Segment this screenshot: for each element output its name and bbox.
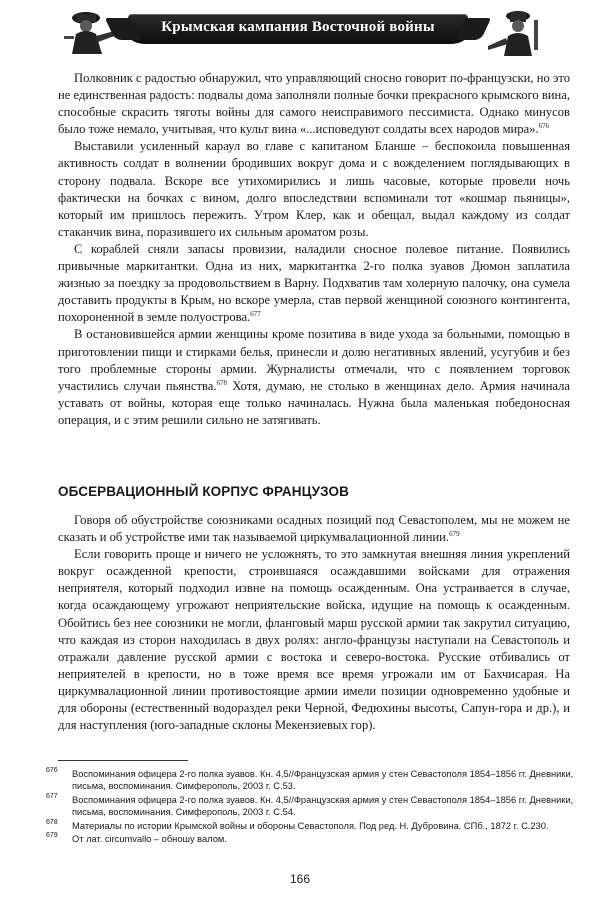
footnote-ref[interactable]: 676 xyxy=(538,122,550,131)
section-heading: ОБСЕРВАЦИОННЫЙ КОРПУС ФРАНЦУЗОВ xyxy=(58,484,349,499)
footnote-number: 678 xyxy=(46,818,58,826)
title-banner xyxy=(128,14,468,44)
paragraph: С кораблей сняли запасы провизии, наладили сносное полевое питание. Появились привычные маркитантки. Одна из них, маркитантка 2-го полка зуавов Дюмон заплатила жизнью за поездку за продовольствием в Варну. Подхватив там холерную палочку, она сумела доставить продукты в Крым, но вскоре умерла, став первой женщиной союзного контингента, похороненной в земле полуострова.$^{677}$ xyxy=(58,241,570,325)
footnote-number: 676 xyxy=(46,767,58,774)
footnote-text: От лат. circumvallo – обношу валом. xyxy=(72,834,227,845)
paragraph: Выставили усиленный караул во главе с капитаном Бланше – беспокоила повышенная активность солдат в волнении бродивших вокруг дома и с вожделением поглядывающих в сторону подвала. Вскоре все утихомирились и лишь часовые, которые провели ночь фактически на бочках с вином, долго впоследствии вспоминали тот «кошмар пьяницы», который им пришлось пережить. Утром Клер, как и обещал, выдал каждому из солдат стаканчик вина, поразившего их сильным ароматом розы. xyxy=(58,139,570,239)
footnote xyxy=(46,794,574,819)
paragraph: Полковник с радостью обнаружил, что управляющий сносно говорит по-французски, но это не единственная радость: подвалы дома заполняли полные бочки прекрасного крымского вина, способные скрасить тяготы войны для самого неисправимого пессимиста. Однако минусов было тоже немало, учитывая, что культ вина «...исповедуют солдаты всех народов мира».$^{676}$ xyxy=(58,71,570,137)
paragraph: Говоря об обустройстве союзниками осадных позиций под Севастополем, мы не можем не сказать и об устройстве ими так называемой циркумвалационной линии.$^{679}$ xyxy=(58,513,570,545)
footnotes xyxy=(46,768,574,846)
footnote xyxy=(46,820,574,832)
footnote-text: Воспоминания офицера 2-го полка зуавов. Кн. 4,5//Французская армия у стен Севастополя 1854–1856 гг. Дневники, письма, воспоминания. Симферополь, 2003 г. С.53. xyxy=(72,769,574,792)
footnote-ref[interactable]: 677 xyxy=(250,310,261,319)
footnote-text: Материалы по истории Крымской войны и обороны Севастополя. Под ред. Н. Дубровина. СПб., 1872 г. С.230. xyxy=(72,820,549,831)
paragraph: Если говорить проще и ничего не усложнять, то это замкнутая внешняя линия укреплений вокруг осажденной крепости, строившаяся осаждавшими войсками для отражения неприятеля, который подходил извне на помощь осажденным. Она устраивается в случае, когда осаждающему угрожают неприятельские войска, идущие на помощь к осажденным. Обойтись без нее союзники не могли, фланговый марш русской армии так закрутил ситуацию, что каждая из сторон находилась в двух ролях: англо-французы наступали на Севастополь и отражали давление русской армии с востока и северо-востока. Русские отбивались от неприятелей в крепости, но в тоже время все время угрожали им от Бахчисарая. На циркумвалационной линии противостоящие армии имели позиции одновременно удобные и для обороны (естественный водораздел реки Черной, Федюхины высоты, Сапун-гора и др.), и для наступления (юго-западные склоны Мекензиевых гор). xyxy=(58,547,570,733)
paragraph: В остановившейся армии женщины кроме позитива в виде ухода за больными, помощью в приготовлении пищи и стирками белья, принесли и долю негативных явлений, усугубив и без того проблемные стороны армии. Журналисты отмечали, что с появлением торговок участились случаи пьянства.$^{678}$ Хотя, думаю, не столько в женщинах дело. Армия начинала уставать от войны, которая еще только начиналась. Нужна была маленькая победоносная операция, и с этим решили сильно не затягивать. xyxy=(58,327,571,427)
footnote-ref[interactable]: 679 xyxy=(449,530,460,539)
body-text-top xyxy=(58,70,570,429)
running-title: Крымская кампания Восточной войны xyxy=(161,19,435,35)
page-number: 166 xyxy=(289,872,311,886)
soldier-figure-icon xyxy=(476,6,546,58)
footnote xyxy=(46,833,574,845)
footnote-number: 677 xyxy=(46,792,58,800)
footnote-ref[interactable]: 678 xyxy=(216,378,228,387)
body-text-bottom xyxy=(58,512,570,734)
running-header xyxy=(0,0,600,62)
footnote-number: 679 xyxy=(46,832,58,840)
footnote xyxy=(46,768,574,793)
footnote-divider xyxy=(58,760,188,761)
footnote-text: Воспоминания офицера 2-го полка зуавов. Кн. 4,5//Французская армия у стен Севастополя 1854–1856 гг. Дневники, письма, воспоминания. Симферополь, 2003 г. С.54. xyxy=(72,794,574,818)
